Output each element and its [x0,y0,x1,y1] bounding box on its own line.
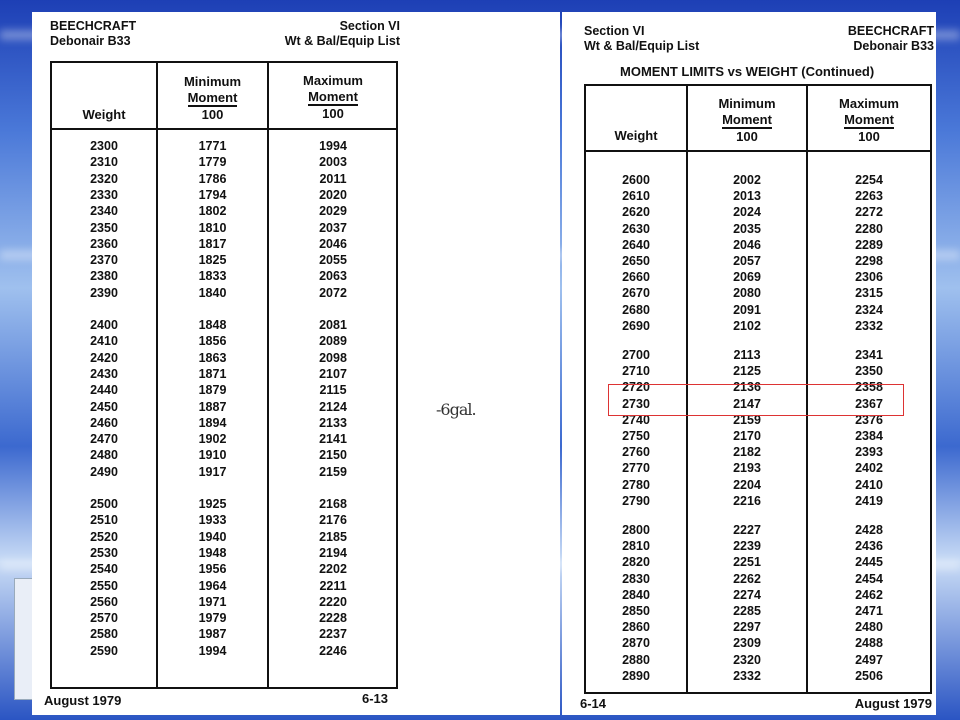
min-moment-cell: 1917 [198,464,227,479]
min-moment-cell: 2102 [733,318,761,333]
table-row [586,554,930,570]
table-row [586,204,930,220]
weight-cell: 2630 [622,221,650,236]
min-moment-cell: 1964 [198,578,227,593]
left-col-min: Minimum Moment 100 [183,74,242,122]
table-row [52,431,396,447]
min-moment-cell: 2147 [733,396,761,411]
max-moment-cell: 2298 [855,254,883,268]
right-table-title: MOMENT LIMITS vs WEIGHT (Continued) [620,64,875,79]
min-moment-cell: 1994 [198,643,227,658]
max-moment-cell: 2332 [855,318,883,333]
min-moment-cell: 1786 [198,171,227,186]
left-col-max: Maximum Moment 100 [303,73,363,121]
min-moment-cell: 2035 [733,221,761,236]
right-section: Section VI [584,24,645,38]
max-moment-cell: 2488 [855,636,883,651]
table-row [52,496,396,512]
left-col-weight: Weight [82,107,126,122]
min-moment-cell: 2274 [733,587,761,602]
min-moment-cell: 2125 [733,364,761,379]
weight-cell: 2570 [90,611,118,626]
table-row [586,428,930,444]
weight-cell: 2760 [622,445,650,460]
right-footer-page: 6-14 [580,696,607,711]
weight-cell: 2320 [90,171,118,186]
table-row [52,317,396,333]
max-moment-cell: 2454 [855,571,883,586]
table-row [52,268,396,284]
min-moment-cell: 1871 [198,366,227,381]
table-row [586,460,930,476]
min-moment-cell: 2002 [733,173,761,187]
max-moment-cell: 2055 [319,253,347,268]
weight-cell: 2740 [622,412,650,427]
min-moment-cell: 2204 [733,477,761,492]
table-row [52,187,396,203]
table-row [586,172,930,188]
weight-cell: 2330 [90,187,118,202]
weight-cell: 2340 [90,204,118,219]
table-row [52,382,396,398]
min-moment-cell: 1933 [198,513,227,528]
right-subtitle: Wt & Bal/Equip List [584,39,700,53]
max-moment-cell: 2445 [855,555,883,570]
max-moment-cell: 1994 [319,139,347,153]
table-row [586,493,930,509]
weight-cell: 2680 [622,302,650,317]
table-row [52,545,396,561]
weight-cell: 2750 [622,429,650,443]
max-moment-cell: 2046 [319,236,347,251]
weight-cell: 2500 [90,497,118,511]
weight-cell: 2670 [622,286,650,301]
table-row [52,447,396,463]
table-row [52,610,396,626]
right-footer-date: August 1979 [854,696,932,711]
weight-cell: 2560 [90,594,118,609]
right-col-weight: Weight [614,128,658,143]
weight-cell: 2410 [90,334,118,349]
max-moment-cell: 2220 [319,594,347,609]
max-moment-cell: 2480 [855,620,883,635]
min-moment-cell: 1771 [198,139,227,153]
weight-cell: 2800 [622,523,650,537]
right-page [562,12,936,715]
weight-cell: 2720 [622,380,650,395]
min-moment-cell: 2182 [733,445,761,460]
table-row [586,237,930,253]
weight-cell: 2880 [622,652,650,667]
max-moment-cell: 2428 [855,523,883,537]
weight-cell: 2390 [90,285,118,300]
handwritten-note: -6gal. [436,400,476,419]
min-moment-cell: 1925 [198,497,227,511]
weight-cell: 2490 [90,464,118,479]
min-moment-cell: 1987 [198,627,227,642]
weight-cell: 2540 [90,562,118,577]
table-row [586,477,930,493]
table-row [52,594,396,610]
max-moment-cell: 2280 [855,221,883,236]
min-moment-cell: 1902 [198,432,227,447]
max-moment-cell: 2115 [319,383,347,398]
max-moment-cell: 2402 [855,461,883,476]
min-moment-cell: 2193 [733,461,761,476]
weight-cell: 2480 [90,448,118,463]
weight-cell: 2470 [90,432,118,447]
max-moment-cell: 2393 [855,445,883,460]
weight-cell: 2790 [622,493,650,508]
left-footer-date: August 1979 [44,693,122,708]
table-row [586,318,930,334]
weight-cell: 2510 [90,513,118,528]
min-moment-cell: 2057 [733,254,761,268]
max-moment-cell: 2159 [319,464,347,479]
max-moment-cell: 2020 [319,187,347,202]
min-moment-cell: 1894 [198,415,227,430]
max-moment-cell: 2168 [319,497,347,511]
min-moment-cell: 2136 [733,380,761,395]
weight-cell: 2590 [90,643,118,658]
max-moment-cell: 2141 [319,432,347,447]
max-moment-cell: 2289 [855,237,883,252]
table-row [586,221,930,237]
min-moment-cell: 2024 [733,205,761,220]
max-moment-cell: 2211 [319,578,347,593]
table-row [586,285,930,301]
right-col-max: Maximum Moment 100 [839,96,899,144]
table-row [52,138,396,154]
min-moment-cell: 1817 [198,236,227,251]
min-moment-cell: 1971 [198,594,227,609]
max-moment-cell: 2436 [855,539,883,554]
left-footer-page: 6-13 [362,691,389,706]
weight-cell: 2810 [622,539,650,554]
table-row [586,188,930,204]
max-moment-cell: 2410 [855,477,883,492]
table-row [52,578,396,594]
right-model: Debonair B33 [853,39,934,53]
weight-cell: 2450 [90,399,118,414]
weight-cell: 2830 [622,571,650,586]
table-row [586,302,930,318]
max-moment-cell: 2358 [855,380,883,395]
min-moment-cell: 2239 [733,539,761,554]
weight-cell: 2620 [622,205,650,220]
table-row [52,350,396,366]
weight-cell: 2430 [90,366,118,381]
left-section: Section VI [339,19,400,33]
max-moment-cell: 2272 [855,205,883,220]
min-moment-cell: 2309 [733,636,761,651]
weight-cell: 2530 [90,545,118,560]
weight-cell: 2550 [90,578,118,593]
min-moment-cell: 2013 [733,189,761,204]
table-row [586,619,930,635]
min-moment-cell: 2091 [733,302,761,317]
right-col-min: Minimum Moment 100 [718,96,776,144]
table-row [586,522,930,538]
weight-cell: 2640 [622,237,650,252]
min-moment-cell: 1956 [198,562,227,577]
weight-cell: 2770 [622,461,650,476]
max-moment-cell: 2497 [855,652,883,667]
min-moment-cell: 1833 [198,269,227,284]
weight-cell: 2730 [622,396,650,411]
weight-cell: 2780 [622,477,650,492]
min-moment-cell: 1802 [198,204,227,219]
weight-cell: 2420 [90,350,118,365]
min-moment-cell: 1848 [198,318,227,332]
table-row [52,529,396,545]
max-moment-cell: 2367 [855,396,883,411]
weight-cell: 2600 [622,173,650,187]
max-moment-cell: 2063 [319,269,347,284]
max-moment-cell: 2254 [855,173,883,187]
table-row [586,587,930,603]
max-moment-cell: 2350 [855,364,883,379]
max-moment-cell: 2107 [319,366,347,381]
max-moment-cell: 2506 [855,668,883,683]
max-moment-cell: 2246 [319,643,347,658]
max-moment-cell: 2003 [319,155,347,170]
min-moment-cell: 1879 [198,383,227,398]
min-moment-cell: 2113 [733,348,761,362]
weight-cell: 2690 [622,318,650,333]
weight-cell: 2350 [90,220,118,235]
max-moment-cell: 2471 [855,604,883,618]
left-brand-block [50,19,136,49]
weight-cell: 2820 [622,555,650,570]
weight-cell: 2300 [90,139,118,153]
max-moment-cell: 2462 [855,587,883,602]
weight-cell: 2610 [622,189,650,204]
weight-cell: 2380 [90,269,118,284]
min-moment-cell: 1910 [198,448,227,463]
table-row [52,399,396,415]
min-moment-cell: 1856 [198,334,227,349]
max-moment-cell: 2011 [319,171,347,186]
table-row [586,668,930,684]
weight-cell: 2370 [90,253,118,268]
max-moment-cell: 2098 [319,350,347,365]
max-moment-cell: 2176 [319,513,347,528]
table-row [586,635,930,651]
left-subtitle: Wt & Bal/Equip List [284,34,400,48]
table-row [586,603,930,619]
max-moment-cell: 2202 [319,562,347,577]
table-row [586,571,930,587]
weight-cell: 2870 [622,636,650,651]
min-moment-cell: 2285 [733,604,761,618]
table-row [586,269,930,285]
min-moment-cell: 2251 [733,555,761,570]
min-moment-cell: 2320 [733,652,761,667]
max-moment-cell: 2341 [855,348,883,362]
min-moment-cell: 1940 [198,529,227,544]
max-moment-cell: 2150 [319,448,347,463]
min-moment-cell: 1863 [198,350,227,365]
min-moment-cell: 1840 [198,285,227,300]
weight-cell: 2310 [90,155,118,170]
min-moment-cell: 2332 [733,668,761,683]
table-row [586,363,930,379]
table-row [52,626,396,642]
right-section-block [584,24,699,54]
max-moment-cell: 2037 [319,220,347,235]
table-row [52,171,396,187]
left-brand: BEECHCRAFT [50,19,137,33]
left-section-block [285,19,400,49]
weight-cell: 2860 [622,620,650,635]
max-moment-cell: 2306 [855,270,883,285]
max-moment-cell: 2133 [319,415,347,430]
highlight-box [608,384,904,416]
min-moment-cell: 2170 [733,429,761,443]
weight-cell: 2460 [90,415,118,430]
min-moment-cell: 2080 [733,286,761,301]
max-moment-cell: 2124 [319,399,347,414]
min-moment-cell: 1948 [198,545,227,560]
max-moment-cell: 2072 [319,285,347,300]
table-row [586,652,930,668]
max-moment-cell: 2089 [319,334,347,349]
min-moment-cell: 2216 [733,493,761,508]
min-moment-cell: 2297 [733,620,761,635]
table-row [52,415,396,431]
weight-cell: 2400 [90,318,118,332]
min-moment-cell: 1810 [198,220,227,235]
min-moment-cell: 2159 [733,412,761,427]
min-moment-cell: 2069 [733,270,761,285]
table-row [52,236,396,252]
table-row [52,252,396,268]
max-moment-cell: 2263 [855,189,883,204]
table-row [52,154,396,170]
table-row [52,464,396,480]
max-moment-cell: 2185 [319,529,347,544]
table-row [52,643,396,659]
max-moment-cell: 2237 [319,627,347,642]
left-moment-table [50,61,398,689]
max-moment-cell: 2315 [855,286,883,301]
min-moment-cell: 1979 [198,611,227,626]
min-moment-cell: 1825 [198,253,227,268]
max-moment-cell: 2384 [855,429,883,443]
weight-cell: 2650 [622,254,650,268]
table-row [52,203,396,219]
table-row [586,347,930,363]
max-moment-cell: 2376 [855,412,883,427]
table-row [52,366,396,382]
max-moment-cell: 2029 [319,204,347,219]
table-row [52,333,396,349]
weight-cell: 2840 [622,587,650,602]
min-moment-cell: 2046 [733,237,761,252]
weight-cell: 2890 [622,668,650,683]
weight-cell: 2440 [90,383,118,398]
max-moment-cell: 2228 [319,611,347,626]
weight-cell: 2850 [622,604,650,618]
right-brand: BEECHCRAFT [847,24,934,38]
max-moment-cell: 2324 [855,302,883,317]
weight-cell: 2700 [622,348,650,362]
left-page [32,12,560,715]
max-moment-cell: 2081 [319,318,347,332]
table-row [586,444,930,460]
table-row [586,538,930,554]
table-row [52,561,396,577]
min-moment-cell: 2227 [733,523,761,537]
weight-cell: 2360 [90,236,118,251]
min-moment-cell: 2262 [733,571,761,586]
table-row [52,285,396,301]
weight-cell: 2580 [90,627,118,642]
max-moment-cell: 2194 [319,545,347,560]
left-model: Debonair B33 [50,34,131,48]
min-moment-cell: 1887 [198,399,227,414]
min-moment-cell: 1794 [198,187,227,202]
table-row [52,512,396,528]
weight-cell: 2520 [90,529,118,544]
weight-cell: 2710 [622,364,650,379]
right-brand-block [848,24,934,54]
table-row [52,220,396,236]
weight-cell: 2660 [622,270,650,285]
table-row [586,253,930,269]
min-moment-cell: 1779 [198,155,227,170]
max-moment-cell: 2419 [855,493,883,508]
